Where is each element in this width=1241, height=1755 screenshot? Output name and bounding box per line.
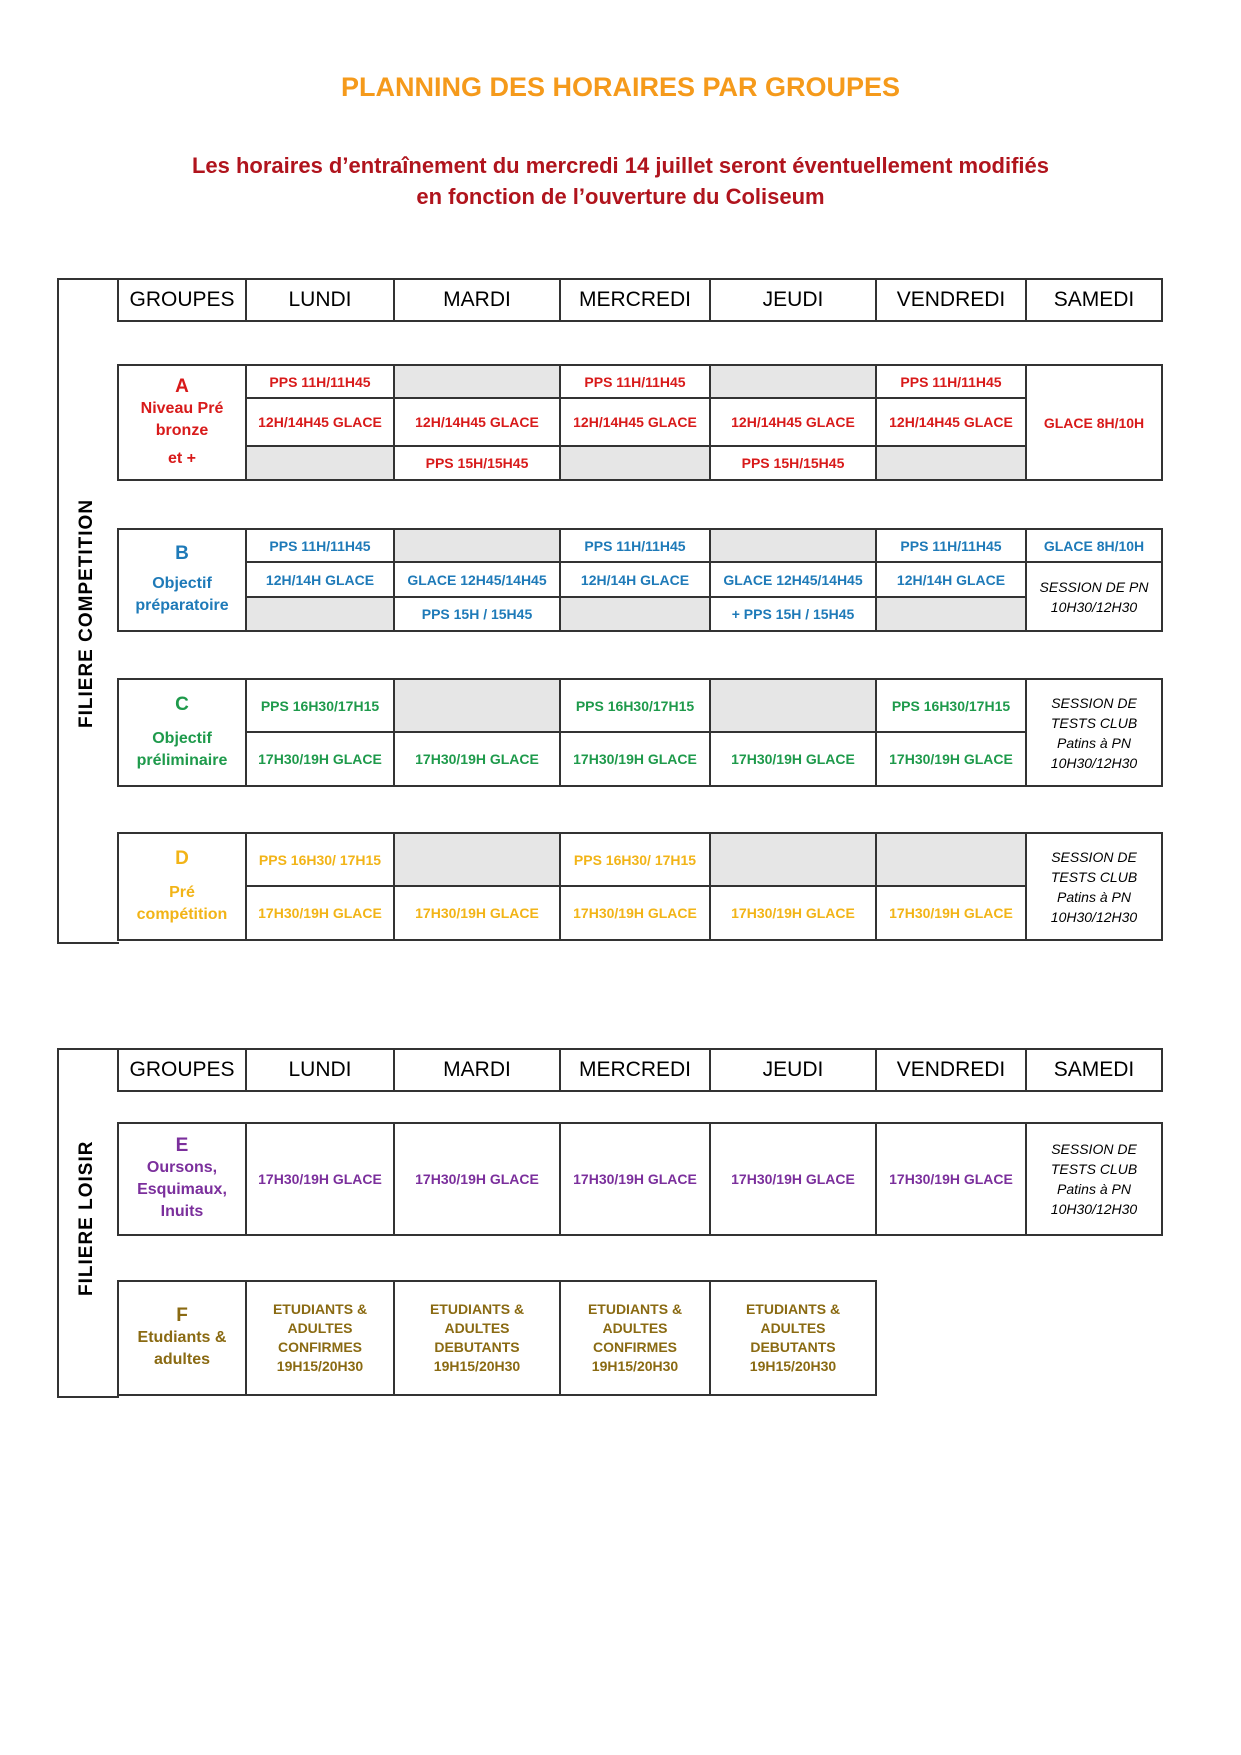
session-line: Patins à PN xyxy=(1057,1181,1131,1197)
group-c-mercredi-1: PPS 16H30/17H15 xyxy=(560,679,710,732)
group-b-lundi-1: PPS 11H/11H45 xyxy=(246,529,394,562)
group-d-label xyxy=(118,833,246,940)
group-b-mercredi-1: PPS 11H/11H45 xyxy=(560,529,710,562)
group-a-letter: A xyxy=(175,375,189,397)
group-d-samedi-session xyxy=(1026,833,1162,940)
group-b-samedi-1: GLACE 8H/10H xyxy=(1026,529,1162,562)
f-line: ADULTES xyxy=(444,1320,510,1336)
header-mercredi: MERCREDI xyxy=(560,279,710,321)
header-groupes: GROUPES xyxy=(118,1049,246,1091)
group-e-mardi: 17H30/19H GLACE xyxy=(394,1123,560,1235)
header-jeudi: JEUDI xyxy=(710,279,876,321)
group-b-letter: B xyxy=(175,543,189,564)
session-line: TESTS CLUB xyxy=(1050,1161,1138,1177)
session-line: SESSION DE xyxy=(1051,694,1137,711)
empty-cell xyxy=(876,597,1026,631)
group-b-name-2: préparatoire xyxy=(135,597,229,614)
group-d-name-2: compétition xyxy=(136,905,228,923)
group-e-name-3: Inuits xyxy=(160,1203,204,1220)
notice-text xyxy=(0,150,1241,212)
session-line: Patins à PN xyxy=(1057,888,1131,905)
group-b-lundi-2: 12H/14H GLACE xyxy=(246,562,394,597)
group-d-jeudi-2: 17H30/19H GLACE xyxy=(710,886,876,940)
group-e-name-1: Oursons, xyxy=(146,1159,218,1176)
f-line: CONFIRMES xyxy=(593,1339,677,1355)
group-c-name-1: Objectif xyxy=(152,729,212,747)
group-b-mardi-2: GLACE 12H45/14H45 xyxy=(394,562,560,597)
f-line: ADULTES xyxy=(287,1320,353,1336)
group-c-mardi-2: 17H30/19H GLACE xyxy=(394,732,560,786)
group-a-label xyxy=(118,365,246,480)
group-d-mercredi-2: 17H30/19H GLACE xyxy=(560,886,710,940)
f-line: 19H15/20H30 xyxy=(749,1358,837,1374)
page-title: PLANNING DES HORAIRES PAR GROUPES xyxy=(340,72,901,102)
group-e-label xyxy=(118,1123,246,1235)
group-c-vendredi-1: PPS 16H30/17H15 xyxy=(876,679,1026,732)
header-vendredi: VENDREDI xyxy=(876,1049,1026,1091)
empty-cell xyxy=(246,597,394,631)
notice-line-2: en fonction de l’ouverture du Coliseum xyxy=(416,184,825,209)
group-b-vendredi-1: PPS 11H/11H45 xyxy=(876,529,1026,562)
group-b-mercredi-2: 12H/14H GLACE xyxy=(560,562,710,597)
group-c-jeudi-2: 17H30/19H GLACE xyxy=(710,732,876,786)
group-d-name-1: Pré xyxy=(169,883,195,901)
group-b-table xyxy=(117,528,1163,632)
header-lundi: LUNDI xyxy=(246,279,394,321)
header-jeudi: JEUDI xyxy=(710,1049,876,1091)
competition-section-label: FILIERE COMPETITION xyxy=(76,498,97,728)
header-vendredi: VENDREDI xyxy=(876,279,1026,321)
group-f-jeudi xyxy=(710,1281,876,1395)
group-a-lundi-1: PPS 11H/11H45 xyxy=(246,365,394,398)
group-a-vendredi-2: 12H/14H45 GLACE xyxy=(876,398,1026,446)
group-e-letter: E xyxy=(175,1135,189,1156)
group-a-name-1: Niveau Pré xyxy=(140,399,224,417)
f-line: 19H15/20H30 xyxy=(433,1358,521,1374)
group-d-table xyxy=(117,832,1163,941)
f-line: 19H15/20H30 xyxy=(591,1358,679,1374)
group-c-lundi-1: PPS 16H30/17H15 xyxy=(246,679,394,732)
empty-cell xyxy=(710,833,876,886)
group-a-mercredi-2: 12H/14H45 GLACE xyxy=(560,398,710,446)
loisir-header-row xyxy=(117,1048,1163,1092)
group-f-name-2: adultes xyxy=(153,1351,210,1368)
group-a-jeudi-3: PPS 15H/15H45 xyxy=(710,446,876,480)
group-e-table xyxy=(117,1122,1163,1236)
f-line: ETUDIANTS & xyxy=(745,1301,841,1317)
empty-cell xyxy=(876,446,1026,480)
group-c-label xyxy=(118,679,246,786)
f-line: ETUDIANTS & xyxy=(272,1301,368,1317)
f-line: 19H15/20H30 xyxy=(276,1358,364,1374)
header-mardi: MARDI xyxy=(394,1049,560,1091)
session-line: 10H30/12H30 xyxy=(1050,908,1138,925)
header-mardi: MARDI xyxy=(394,279,560,321)
notice-line-1: Les horaires d’entraînement du mercredi 14 juillet seront éventuellement modifiés xyxy=(191,153,1050,178)
group-c-lundi-2: 17H30/19H GLACE xyxy=(246,732,394,786)
f-line: ETUDIANTS & xyxy=(587,1301,683,1317)
empty-cell xyxy=(394,679,560,732)
header-mercredi: MERCREDI xyxy=(560,1049,710,1091)
group-d-lundi-2: 17H30/19H GLACE xyxy=(246,886,394,940)
header-samedi: SAMEDI xyxy=(1026,279,1162,321)
group-a-vendredi-1: PPS 11H/11H45 xyxy=(876,365,1026,398)
group-c-table xyxy=(117,678,1163,787)
empty-cell xyxy=(394,529,560,562)
empty-cell xyxy=(560,446,710,480)
f-line: ADULTES xyxy=(760,1320,826,1336)
group-c-samedi-session xyxy=(1026,679,1162,786)
empty-cell xyxy=(710,529,876,562)
session-line: Patins à PN xyxy=(1057,734,1131,751)
group-e-jeudi: 17H30/19H GLACE xyxy=(710,1123,876,1235)
empty-cell xyxy=(710,365,876,398)
group-f-letter: F xyxy=(176,1305,188,1326)
group-b-mardi-3: PPS 15H / 15H45 xyxy=(394,597,560,631)
f-line: ETUDIANTS & xyxy=(429,1301,525,1317)
group-c-name-2: préliminaire xyxy=(136,751,228,769)
group-f-table xyxy=(117,1280,877,1396)
group-e-name-2: Esquimaux, xyxy=(137,1181,227,1198)
empty-cell xyxy=(710,679,876,732)
empty-cell xyxy=(560,597,710,631)
session-line: 10H30/12H30 xyxy=(1050,1201,1138,1217)
group-a-samedi: GLACE 8H/10H xyxy=(1026,365,1162,480)
group-e-vendredi: 17H30/19H GLACE xyxy=(876,1123,1026,1235)
group-a-mardi-2: 12H/14H45 GLACE xyxy=(394,398,560,446)
empty-cell xyxy=(394,833,560,886)
group-b-name-1: Objectif xyxy=(152,575,212,592)
group-c-vendredi-2: 17H30/19H GLACE xyxy=(876,732,1026,786)
group-d-letter: D xyxy=(175,847,189,869)
group-e-samedi-session xyxy=(1026,1123,1162,1235)
group-a-name-2: bronze xyxy=(155,421,209,439)
group-e-lundi: 17H30/19H GLACE xyxy=(246,1123,394,1235)
session-line: 10H30/12H30 xyxy=(1050,598,1138,615)
group-a-mercredi-1: PPS 11H/11H45 xyxy=(560,365,710,398)
empty-cell xyxy=(394,365,560,398)
group-f-mardi xyxy=(394,1281,560,1395)
group-b-vendredi-2: 12H/14H GLACE xyxy=(876,562,1026,597)
group-a-table xyxy=(117,364,1163,481)
empty-cell xyxy=(876,833,1026,886)
group-a-mardi-3: PPS 15H/15H45 xyxy=(394,446,560,480)
group-d-mercredi-1: PPS 16H30/ 17H15 xyxy=(560,833,710,886)
group-b-jeudi-3: + PPS 15H / 15H45 xyxy=(710,597,876,631)
group-a-jeudi-2: 12H/14H45 GLACE xyxy=(710,398,876,446)
loisir-section-label: FILIERE LOISIR xyxy=(76,1140,97,1296)
group-d-mardi-2: 17H30/19H GLACE xyxy=(394,886,560,940)
session-line: TESTS CLUB xyxy=(1050,714,1138,731)
group-e-mercredi: 17H30/19H GLACE xyxy=(560,1123,710,1235)
group-c-letter: C xyxy=(175,693,189,715)
group-f-name-1: Etudiants & xyxy=(137,1329,227,1346)
group-d-lundi-1: PPS 16H30/ 17H15 xyxy=(246,833,394,886)
group-a-name-3: et + xyxy=(167,449,196,467)
session-line: SESSION DE PN xyxy=(1039,578,1149,595)
f-line: ADULTES xyxy=(602,1320,668,1336)
group-f-lundi xyxy=(246,1281,394,1395)
group-b-jeudi-2: GLACE 12H45/14H45 xyxy=(710,562,876,597)
group-f-label xyxy=(118,1281,246,1395)
header-groupes: GROUPES xyxy=(118,279,246,321)
session-line: SESSION DE xyxy=(1051,848,1137,865)
group-c-mercredi-2: 17H30/19H GLACE xyxy=(560,732,710,786)
empty-cell xyxy=(246,446,394,480)
session-line: SESSION DE xyxy=(1051,1141,1137,1157)
group-a-lundi-2: 12H/14H45 GLACE xyxy=(246,398,394,446)
session-line: TESTS CLUB xyxy=(1050,868,1138,885)
competition-header-row xyxy=(117,278,1163,322)
header-lundi: LUNDI xyxy=(246,1049,394,1091)
group-b-label xyxy=(118,529,246,631)
f-line: DEBUTANTS xyxy=(750,1339,836,1355)
f-line: DEBUTANTS xyxy=(434,1339,520,1355)
group-b-samedi-session xyxy=(1026,562,1162,631)
group-d-vendredi-2: 17H30/19H GLACE xyxy=(876,886,1026,940)
session-line: 10H30/12H30 xyxy=(1050,754,1138,771)
f-line: CONFIRMES xyxy=(278,1339,362,1355)
group-f-mercredi xyxy=(560,1281,710,1395)
header-samedi: SAMEDI xyxy=(1026,1049,1162,1091)
